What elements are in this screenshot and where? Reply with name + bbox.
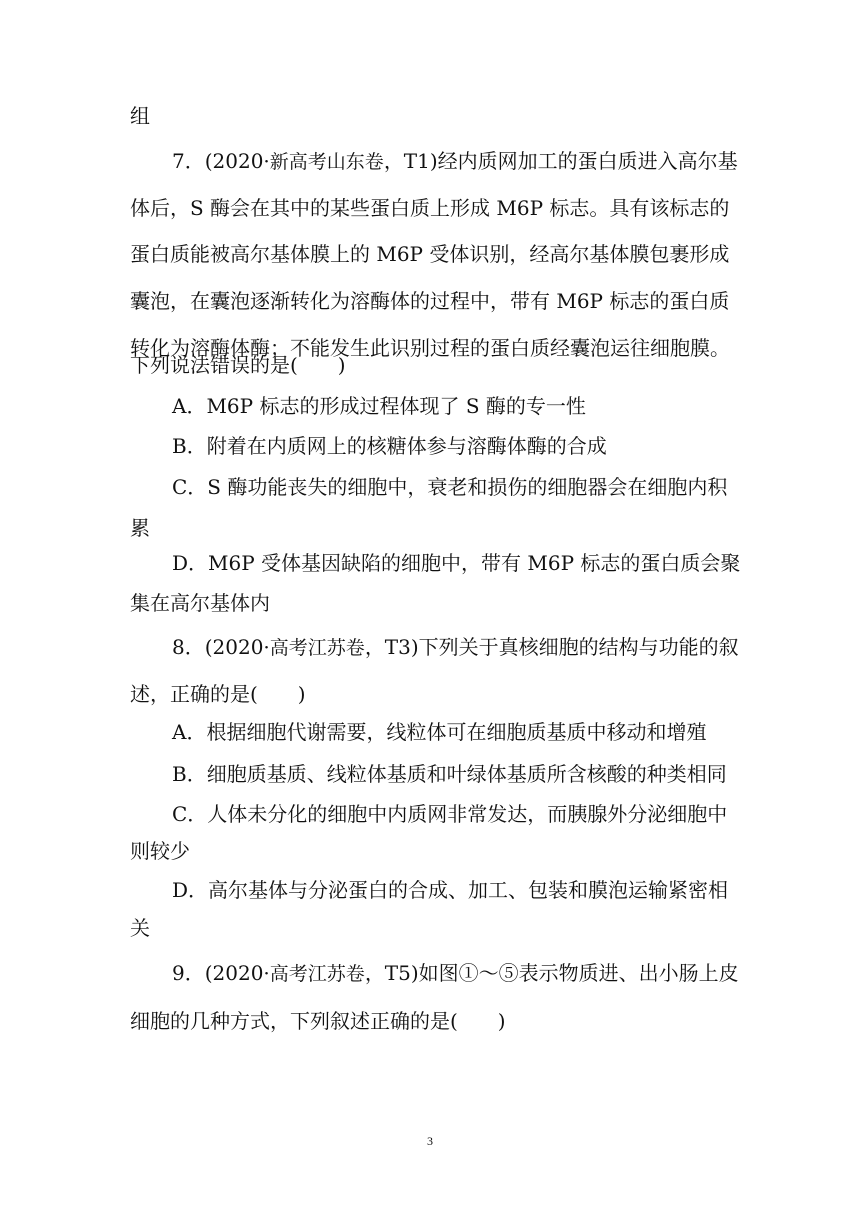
text-line: 囊泡，在囊泡逐渐转化为溶酶体的过程中，带有 M6P 标志的蛋白质: [130, 289, 730, 313]
question-text: ，T1)经内质网加工的蛋白质进入高尔基: [383, 149, 738, 173]
option-b: B．附着在内质网上的核糖体参与溶酶体酶的合成: [172, 434, 607, 458]
exam-source: 高考江苏卷: [269, 963, 365, 985]
text-line: 转化为溶酶体酶；不能发生此识别过程的蛋白质经囊泡运往细胞膜。: [130, 336, 730, 360]
question-number: 9．(2020·: [172, 961, 270, 985]
text-line: 蛋白质能被高尔基体膜上的 M6P 受体识别，经高尔基体膜包裹形成: [130, 242, 730, 266]
option-a: A．根据细胞代谢需要，线粒体可在细胞质基质中移动和增殖: [172, 720, 707, 744]
question-text: ，T5)如图①～⑤表示物质进、出小肠上皮: [364, 961, 739, 985]
question-7-header: [172, 151, 738, 172]
text-line: 细胞的几种方式，下列叙述正确的是( ): [130, 1009, 506, 1033]
option-c: C．S 酶功能丧失的细胞中，衰老和损伤的细胞器会在细胞内积: [172, 475, 728, 499]
question-number: 7．(2020·: [172, 149, 270, 173]
text-line: 组: [130, 104, 150, 128]
text-line: 述，正确的是( ): [130, 682, 306, 706]
text-line: 关: [130, 916, 150, 940]
option-d: D．高尔基体与分泌蛋白的合成、加工、包装和膜泡运输紧密相: [172, 878, 729, 902]
option-b: B．细胞质基质、线粒体基质和叶绿体基质所含核酸的种类相同: [172, 762, 727, 786]
question-8-header: [172, 637, 739, 658]
text-line: 下列说法错误的是( ): [130, 353, 346, 377]
question-number: 8．(2020·: [172, 635, 270, 659]
page-number: 3: [427, 1134, 433, 1148]
question-text: ，T3)下列关于真核细胞的结构与功能的叙: [364, 635, 739, 659]
question-9-header: [172, 963, 739, 984]
text-line: 则较少: [130, 839, 190, 863]
option-d: D．M6P 受体基因缺陷的细胞中，带有 M6P 标志的蛋白质会聚: [172, 551, 741, 575]
text-line: 累: [130, 516, 150, 540]
option-c: C．人体未分化的细胞中内质网非常发达，而胰腺外分泌细胞中: [172, 802, 728, 826]
exam-source: 高考江苏卷: [269, 637, 365, 659]
exam-source: 新高考山东卷: [269, 151, 384, 173]
text-line: 体后，S 酶会在其中的某些蛋白质上形成 M6P 标志。具有该标志的: [130, 196, 730, 220]
option-a: A．M6P 标志的形成过程体现了 S 酶的专一性: [172, 394, 586, 418]
text-line: 集在高尔基体内: [130, 591, 270, 615]
